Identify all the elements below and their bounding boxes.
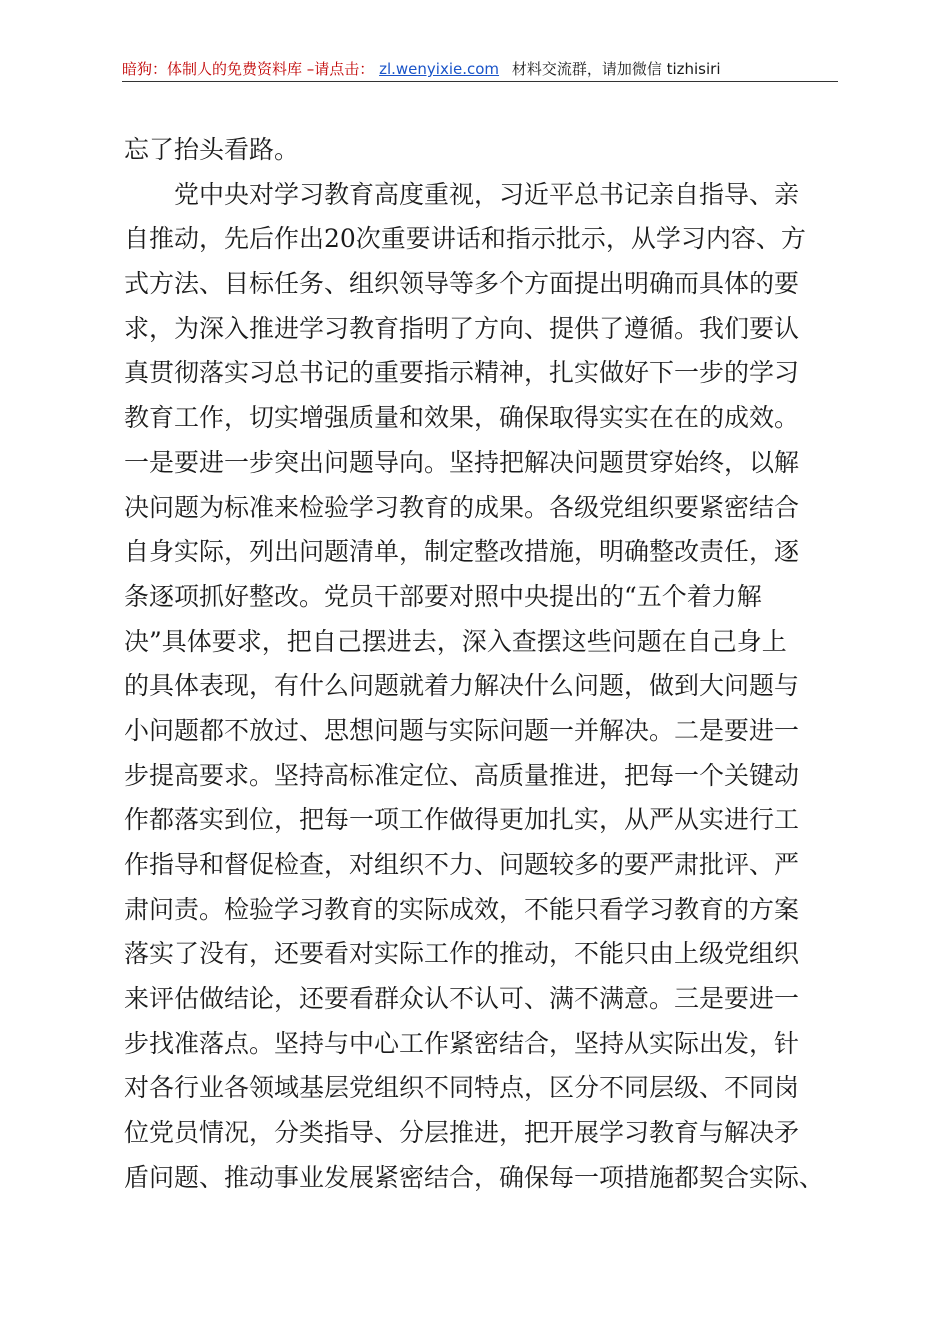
header-link[interactable]: zl.wenyixie.com xyxy=(379,60,500,78)
text-line: 求，为深入推进学习教育指明了方向、提供了遵循。我们要认 xyxy=(124,313,800,343)
document-body xyxy=(124,128,824,1201)
text-line: 决”具体要求，把自己摆进去，深入查摆这些问题在自己身上 xyxy=(124,626,787,656)
text-line: 真贯彻落实习总书记的重要指示精神，扎实做好下一步的学习 xyxy=(124,358,800,388)
text-line: 肃问责。检验学习教育的实际成效，不能只看学习教育的方案 xyxy=(124,894,800,924)
header-divider xyxy=(122,81,838,82)
text-line: 步提高要求。坚持高标准定位、高质量推进，把每一个关键动 xyxy=(124,760,800,790)
header-contact: 材料交流群，请加微信 tizhisiri xyxy=(511,60,721,78)
text-line: 决问题为标准来检验学习教育的成果。各级党组织要紧密结合 xyxy=(124,492,800,522)
text-line: 作指导和督促检查，对组织不力、问题较多的要严肃批评、严 xyxy=(124,850,800,879)
text-line: 自推动，先后作出20次重要讲话和指示批示，从学习内容、方 xyxy=(124,224,806,254)
text-line: 来评估做结论，还要看群众认不认可、满不满意。三是要进一 xyxy=(124,984,800,1014)
text-line: 对各行业各领域基层党组织不同特点，区分不同层级、不同岗 xyxy=(124,1073,800,1103)
text-line: 自身实际，列出问题清单，制定整改措施，明确整改责任，逐 xyxy=(124,537,800,567)
text-line: 条逐项抓好整改。党员干部要对照中央提出的“五个着力解 xyxy=(124,581,762,611)
header-prompt: –请点击： xyxy=(306,60,375,78)
text-line: 位党员情况，分类指导、分层推进，把开展学习教育与解决矛 xyxy=(124,1118,800,1148)
text-line: 落实了没有，还要看对实际工作的推动，不能只由上级党组织 xyxy=(124,939,800,969)
text-line: 步找准落点。坚持与中心工作紧密结合，坚持从实际出发，针 xyxy=(124,1028,800,1058)
text-line: 小问题都不放过、思想问题与实际问题一并解决。二是要进一 xyxy=(124,715,800,745)
text-line: 忘了抬头看路。 xyxy=(124,135,300,164)
header-brand: 暗狗：体制人的免费资料库 xyxy=(122,60,303,78)
text-line: 教育工作，切实增强质量和效果，确保取得实实在在的成效。 xyxy=(124,403,800,433)
text-line: 党中央对学习教育高度重视，习近平总书记亲自指导、亲 xyxy=(174,179,800,209)
text-line: 式方法、目标任务、组织领导等多个方面提出明确而具体的要 xyxy=(124,269,800,299)
text-line: 的具体表现，有什么问题就着力解决什么问题，做到大问题与 xyxy=(124,671,800,701)
text-line: 盾问题、推动事业发展紧密结合，确保每一项措施都契合实际、 xyxy=(124,1162,825,1192)
text-line: 作都落实到位，把每一项工作做得更加扎实，从严从实进行工 xyxy=(124,805,800,835)
text-line: 一是要进一步突出问题导向。坚持把解决问题贯穿始终，以解 xyxy=(124,447,800,477)
